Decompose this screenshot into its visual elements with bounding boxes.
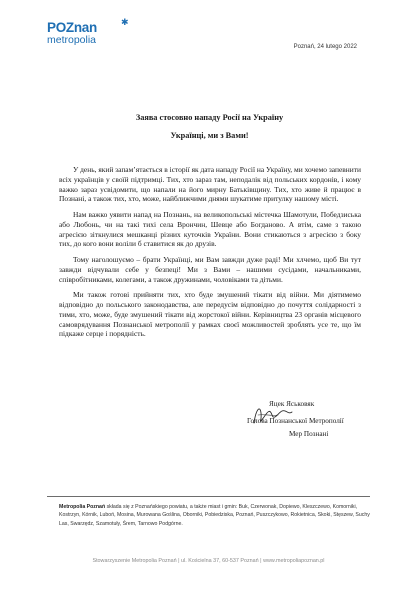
paragraph: Нам важко уявити напад на Познань, на великопольські містечка Шамотули, Победзиська або Любонь, чи на такі тихі села Врончин, Шевце або Богданово. А втім, саме з такою агресією зіткнулися мешканці різних куточків України. Вони стикаються з агресією з боку тих, до кого вони воліли б ставитися як до друзів. xyxy=(59,210,361,249)
paragraph: У день, який запам’ятається в історії як дата нападу Росії на Україну, ми хочемо запевнити всіх українців у своїй підтримці. Тих, хто зараз там, неподалік від польських кордонів, і кому важко зараз усвідомити, що напали на його мирну Батьківщину. Тих, хто живе й працює в Познані, а також тих, хто, може, найближчими днями шукатиме притулку нашому місті. xyxy=(59,165,361,204)
letter-subtitle: Українці, ми з Вами! xyxy=(170,131,249,140)
letter-heading xyxy=(48,109,371,145)
footer-note-org: Metropolia Poznań xyxy=(59,504,106,510)
paragraph: Тому наголошуємо – брати Українці, ми Вам завжди дуже раді! Ми хлчемо, щоб Ви тут завжди відчували себе у безпеці! Ми з Вами – нашими сусідами, начальниками, співробітниками, колегами, а також дружинами, чоловіками та дітьми. xyxy=(59,255,361,284)
footer-address: Stowarzyszenie Metropolia Poznań | ul. Kościelna 37, 60-537 Poznań | www.metropoliapoznan.pl xyxy=(92,558,325,564)
signatory-role: Мер Познані xyxy=(289,430,329,438)
footer-divider xyxy=(47,496,370,497)
star-icon: ✱ xyxy=(121,18,129,28)
paragraph: Ми також готові прийняти тих, хто буде змушений тікати від війни. Ми діятимемо відповідно до польського законодавства, але передусім відповідно до почуття солідарності з тими, хто, може, буде змушений тікати від жорстокої війни. Керівництва 23 органів місцевого самоврядування Познанської метрополії у рамках своєї можливостей зроблять усе те, що їм підкаже серце і порядність. xyxy=(59,290,361,339)
footer-note-text: składa się z Poznańskiego powiatu, a także miast i gmin: Buk, Czerwonak, Dopiewo, Kleszczewo, Komorniki, Kostrzyn, Kórnik, Luboń, Mosina, Murowana Goślina, Oborniki, Pobiedziska, Poznań, Puszczykowo, Rokietnica, Skoki, Stęszew, Suchy Las, Swarzędz, Szamotuły, Śrem, Tarnowo Podgórne. xyxy=(59,504,370,527)
footer-note xyxy=(59,503,371,528)
logo-subtitle: metropolia xyxy=(47,34,97,46)
letter-title: Заява стосовно нападу Росії на Україну xyxy=(135,113,284,122)
metropolia-logo xyxy=(47,18,129,49)
letter-body xyxy=(59,165,361,345)
signatory-title: Голова Познанської Метрополії xyxy=(247,417,344,425)
letter-date: Poznań, 24 lutego 2022 xyxy=(293,44,357,50)
signatory-name: Яцек Яськовяк xyxy=(269,400,315,408)
logo-wordmark: POZnan xyxy=(47,20,97,35)
